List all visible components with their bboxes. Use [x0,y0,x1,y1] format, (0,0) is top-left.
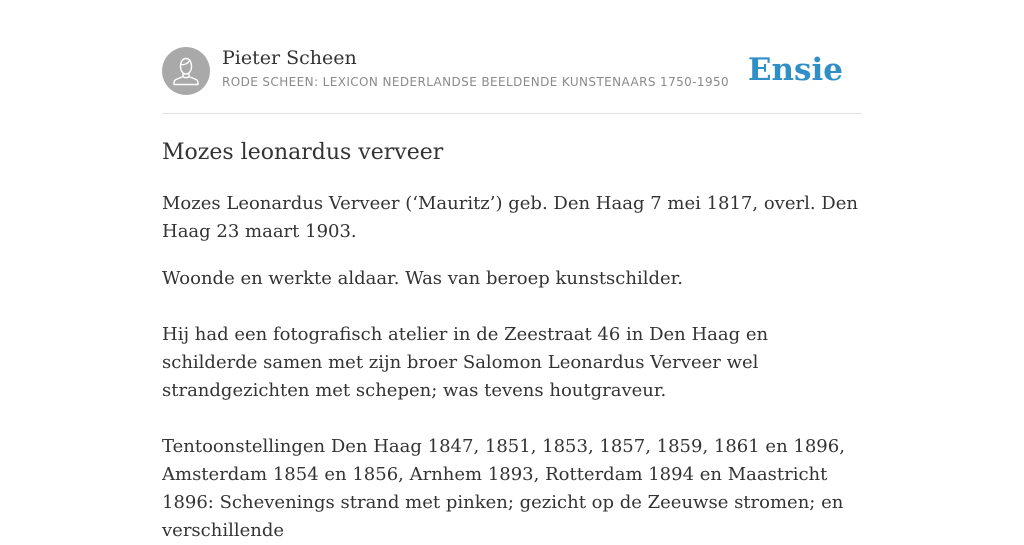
article-paragraph: Woonde en werkte aldaar. Was van beroep kunstschilder. [162,268,683,289]
author-avatar[interactable] [162,47,210,95]
source-publication[interactable]: RODE SCHEEN: LEXICON NEDERLANDSE BEELDENDE KUNSTENAARS 1750-1950 [222,75,730,89]
article-paragraph: Hij had een fotografisch atelier in de Zeestraat 46 in Den Haag en schilderde samen met zijn broer Salomon Leonardus Verveer wel strandgezichten met schepen; was tevens houtgraveur. [162,324,769,401]
author-name[interactable]: Pieter Scheen [222,47,357,69]
article-body [162,136,866,545]
article-header [162,46,862,114]
article-paragraph: Tentoonstellingen Den Haag 1847, 1851, 1853, 1857, 1859, 1861 en 1896, Amsterdam 1854 en 1856, Arnhem 1893, Rotterdam 1894 en Maastricht 1896: Schevenings strand met pinken; gezicht op de Zeeuwse stromen; en verschillende [162,436,845,541]
ensie-logo[interactable]: Ensie [747,52,843,88]
article-title: Mozes leonardus verveer [162,140,444,165]
article-paragraph: Mozes Leonardus Verveer (‘Mauritz’) geb. Den Haag 7 mei 1817, overl. Den Haag 23 maart 1903. [162,193,858,242]
user-silhouette-icon [162,47,210,95]
